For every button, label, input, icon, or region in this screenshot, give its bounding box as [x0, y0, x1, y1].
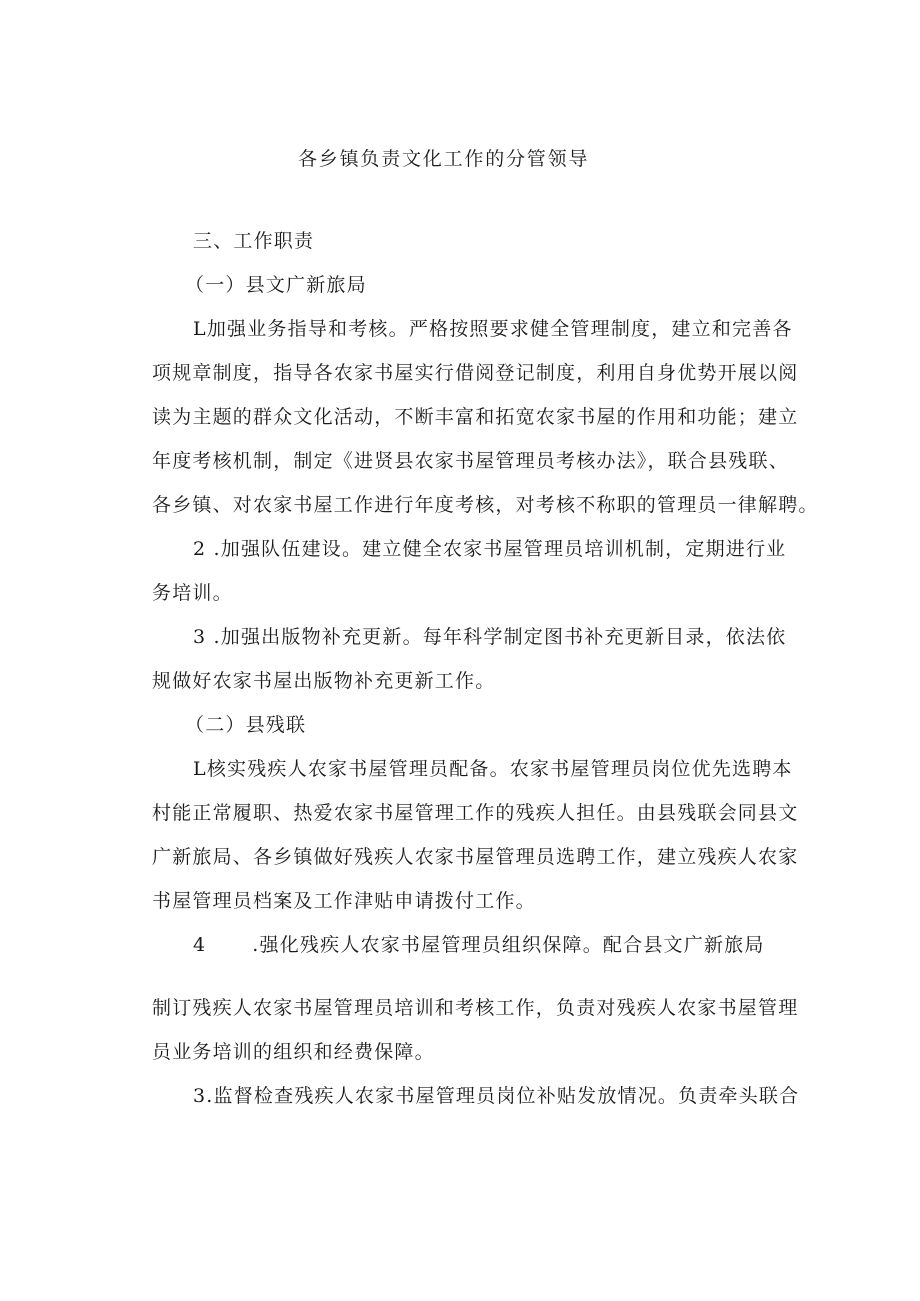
paragraph-line: 制订残疾人农家书屋管理员培训和考核工作，负责对残疾人农家书屋管理	[152, 997, 799, 1019]
paragraph-line: L加强业务指导和考核。严格按照要求健全管理制度，建立和完善各	[193, 318, 793, 340]
item-text: .强化残疾人农家书屋管理员组织保障。配合县文广新旅局	[252, 934, 765, 956]
paragraph-line: 员业务培训的组织和经费保障。	[152, 1041, 435, 1063]
paragraph-line: 年度考核机制，制定《进贤县农家书屋管理员考核办法》，联合县残联、	[152, 450, 789, 472]
section-heading: 三、工作职责	[193, 230, 315, 252]
paragraph-line: 读为主题的群众文化活动，不断丰富和拓宽农家书屋的作用和功能；建立	[152, 406, 799, 428]
paragraph-line: 规做好农家书屋出版物补充更新工作。	[152, 670, 496, 692]
paragraph-line: 广新旅局、各乡镇做好残疾人农家书屋管理员选聘工作，建立残疾人农家	[152, 846, 799, 868]
paragraph-line: 各乡镇、对农家书屋工作进行年度考核，对考核不称职的管理员一律解聘。	[152, 494, 819, 516]
subsection-heading: （二）县残联	[185, 714, 307, 736]
paragraph-line: 3 .加强出版物补充更新。每年科学制定图书补充更新目录，依法依	[193, 626, 787, 648]
paragraph-line: 3.监督检查残疾人农家书屋管理员岗位补贴发放情况。负责牵头联合	[193, 1085, 800, 1107]
paragraph-line	[193, 933, 765, 957]
paragraph-line: 项规章制度，指导各农家书屋实行借阅登记制度，利用自身优势开展以阅	[152, 362, 799, 384]
paragraph-line: 务培训。	[152, 582, 233, 604]
subsection-heading: （一）县文广新旅局	[185, 274, 367, 296]
paragraph-line: 2 .加强队伍建设。建立健全农家书屋管理员培训机制，定期进行业	[193, 538, 787, 560]
page-title: 各乡镇负责文化工作的分管领导	[298, 148, 590, 170]
paragraph-line: L核实残疾人农家书屋管理员配备。农家书屋管理员岗位优先选聘本	[193, 758, 793, 780]
item-number: 4	[193, 934, 207, 956]
paragraph-line: 村能正常履职、热爱农家书屋管理工作的残疾人担任。由县残联会同县文	[152, 802, 799, 824]
paragraph-line: 书屋管理员档案及工作津贴申请拨付工作。	[152, 890, 536, 912]
